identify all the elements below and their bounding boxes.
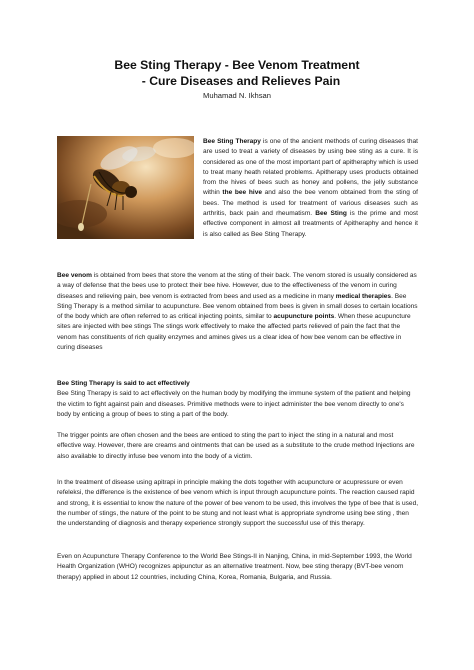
bee-illustration (57, 136, 194, 239)
intro-text-3: is the prime and most effective component in almost all treatments of Apitheraphy and hence it is also called as Bee Sting Therapy. (203, 210, 418, 238)
intro-text-2: and also the bee venom obtained from the sting of bees. The method is used for treatment of various diseases such as arthritis, back pain and rheumatism. (203, 189, 418, 218)
bee-venom-term: Bee venom (57, 272, 92, 279)
bee-venom-text-1: is obtained from bees that store the venom at the sting of their back. The venom stored is usually considered as a way of defense that the bees use to protect their bee hive. However, due to the effectiveness of the venom in curing diseases and relieving pain, bee venom is extracted from bees and used as a medicine in many (57, 272, 417, 300)
bee-venom-text-3: . When these acupuncture sites are injected with bee stings The stings work effectively to make the affected parts relieved of pain the fact that the venom has constituents of rich quality enzymes and amines gives us a clear idea of how bee venom can be effective in curing diseases (57, 313, 411, 352)
treatment-paragraph: In the treatment of disease using apitrapi in principle making the dots together with acupuncture or acupressure or even refeleksi, the difference is the existence of bee venom which is input through acupuncture points. The reaction caused rapid and strong, it is essential to know the nature of the power of bee venom to be used, this involves the type of bee that is used, the number of stings, the nature of the point to be stung and not least what is appropriate syndrome using bee sting , then the understanding of diagnosis and therapy experience strongly support the successful use of this therapy. (57, 479, 419, 528)
medical-therapies-term: medical therapies (335, 292, 392, 300)
author-name: Muhamad N. Ikhsan (203, 91, 271, 100)
bee-sting-photo (57, 136, 194, 239)
intro-paragraph (203, 137, 418, 240)
trigger-points-paragraph: The trigger points are often chosen and the bees are enticed to sting the part to inject the sting in a natural and most effective way. However, there are creams and ointments that can be used as a substitute to the crude method Injections are also available to directly infuse bee venom into the body of a victim. (57, 432, 415, 460)
title-line-2: - Cure Diseases and Relieves Pain (141, 74, 341, 88)
intro-bee-sting: Bee Sting (315, 210, 347, 218)
bee-venom-text-2: . Bee Sting Therapy is a method similar to acupuncture. Bee venom obtained from bees is given in small doses to certain locations of the body which are often referred to as critical injecting points, similar to (57, 292, 418, 321)
acupuncture-points-term: acupuncture points (273, 313, 335, 321)
section-heading: Bee Sting Therapy is said to act effectively (57, 380, 190, 387)
intro-bee-hive: the bee hive (222, 189, 262, 197)
intro-term: Bee Sting Therapy (203, 138, 261, 145)
document-title (0, 57, 474, 89)
effectiveness-section (57, 379, 419, 420)
effectiveness-text: Bee Sting Therapy is said to act effectively on the human body by modifying the immune system of the patient and helping the victim to fight against pain and diseases. Primitive methods were to inject administer the bee venom directly to one's body by enticing a group of bees to sting a part of the body. (57, 390, 411, 418)
conference-paragraph: Even on Acupuncture Therapy Conference to the World Bee Stings-II in Nanjing, China, in mid-September 1993, the World Health Organization (WHO) recognizes apipunctur as an alternative treatment. Now, bee sting therapy (BVT-bee venom therapy) applied in about 12 countries, including China, Korea, Romania, Bulgaria, and Russia. (57, 553, 412, 581)
bee-venom-paragraph (57, 271, 419, 353)
title-line-1: Bee Sting Therapy - Bee Venom Treatment (114, 58, 360, 72)
intro-text-1: is one of the ancient methods of curing diseases that are used to treat a variety of diseases by using bee sting as a cure. It is considered as one of the most important part of apitheraphy which is used to treat many heath related problems. Apitherapy uses products obtained from the hives of bees such as honey and pollens, the jelly substance within (203, 138, 418, 197)
